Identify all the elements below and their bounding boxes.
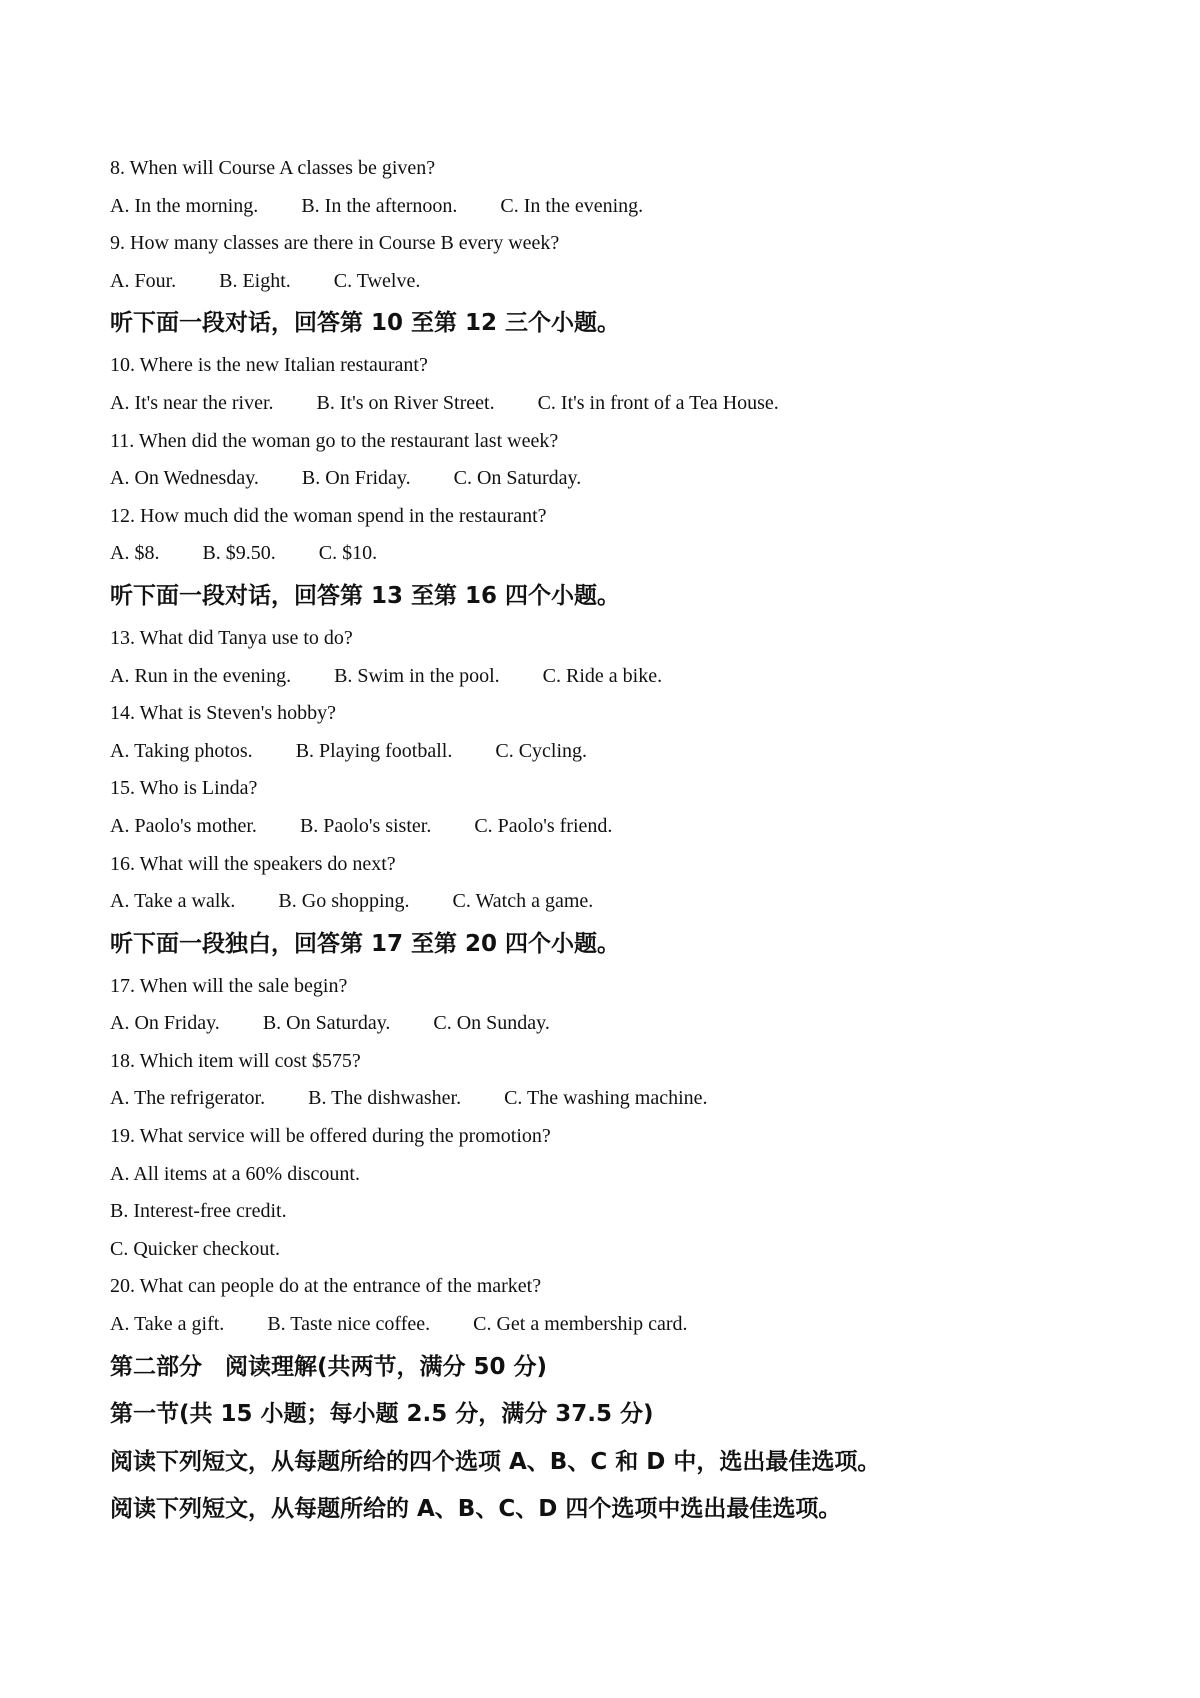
question-text: 15. Who is Linda? xyxy=(110,777,258,800)
question-text: 17. When will the sale begin? xyxy=(110,974,348,997)
question-text: 19. What service will be offered during the promotion? xyxy=(110,1125,551,1148)
answer-option: A. $8. xyxy=(110,542,160,565)
answer-option: B. Eight. xyxy=(219,269,291,292)
section-heading: 第二部分 阅读理解(共两节，满分 50 分) xyxy=(110,1353,548,1380)
section-instruction: 听下面一段对话，回答第 10 至第 12 三个小题。 xyxy=(110,310,621,337)
answer-option: B. Playing football. xyxy=(295,739,453,762)
answer-option: A. Take a walk. xyxy=(110,890,236,913)
answer-option: A. In the morning. xyxy=(110,194,259,217)
answer-option: C. $10. xyxy=(318,542,378,565)
answer-option: B. Paolo's sister. xyxy=(299,814,432,837)
question-text: B. Interest-free credit. xyxy=(110,1200,287,1223)
question-text: 13. What did Tanya use to do? xyxy=(110,626,353,649)
answer-options xyxy=(110,1306,1110,1344)
question-text: 9. How many classes are there in Course B every week? xyxy=(110,232,560,255)
answer-option: C. Watch a game. xyxy=(452,890,594,913)
answer-option: B. Swim in the pool. xyxy=(334,664,500,687)
question-text: C. Quicker checkout. xyxy=(110,1237,280,1260)
section-instruction: 听下面一段对话，回答第 13 至第 16 四个小题。 xyxy=(110,582,621,609)
answer-options xyxy=(110,263,1110,301)
answer-option: B. $9.50. xyxy=(202,542,276,565)
answer-option: B. The dishwasher. xyxy=(308,1087,462,1110)
section-heading: 阅读下列短文，从每题所给的 A、B、C、D 四个选项中选出最佳选项。 xyxy=(110,1496,842,1523)
answer-option: C. On Sunday. xyxy=(433,1012,550,1035)
question-text: 16. What will the speakers do next? xyxy=(110,852,396,875)
answer-options xyxy=(110,460,1110,498)
section-heading: 第一节(共 15 小题；每小题 2.5 分，满分 37.5 分) xyxy=(110,1401,654,1428)
answer-option: C. The washing machine. xyxy=(504,1087,708,1110)
exam-page xyxy=(110,150,1110,1534)
question-text: 11. When did the woman go to the restaurant last week? xyxy=(110,429,559,452)
question-text: 20. What can people do at the entrance of the market? xyxy=(110,1275,542,1298)
answer-option: B. It's on River Street. xyxy=(316,391,495,414)
answer-options xyxy=(110,733,1110,771)
answer-option: A. Run in the evening. xyxy=(110,664,292,687)
answer-option: C. Paolo's friend. xyxy=(474,814,613,837)
answer-option: C. Ride a bike. xyxy=(542,664,663,687)
question-text: 10. Where is the new Italian restaurant? xyxy=(110,354,428,377)
answer-option: B. On Friday. xyxy=(301,467,411,490)
answer-option: A. On Friday. xyxy=(110,1012,220,1035)
answer-option: A. It's near the river. xyxy=(110,391,274,414)
answer-option: A. On Wednesday. xyxy=(110,467,259,490)
answer-option: C. It's in front of a Tea House. xyxy=(537,391,779,414)
answer-option: B. On Saturday. xyxy=(262,1012,391,1035)
answer-option: C. On Saturday. xyxy=(453,467,582,490)
answer-option: A. Taking photos. xyxy=(110,739,253,762)
answer-option: A. The refrigerator. xyxy=(110,1087,266,1110)
answer-option: A. Four. xyxy=(110,269,177,292)
answer-options xyxy=(110,188,1110,226)
answer-options xyxy=(110,808,1110,846)
answer-options xyxy=(110,658,1110,696)
answer-options xyxy=(110,1080,1110,1118)
question-text: A. All items at a 60% discount. xyxy=(110,1162,360,1185)
question-text: 18. Which item will cost $575? xyxy=(110,1049,361,1072)
answer-option: C. Twelve. xyxy=(333,269,421,292)
answer-option: C. Get a membership card. xyxy=(473,1313,688,1336)
answer-option: A. Paolo's mother. xyxy=(110,814,257,837)
answer-option: B. In the afternoon. xyxy=(301,194,458,217)
answer-options xyxy=(110,883,1110,921)
answer-option: C. In the evening. xyxy=(500,194,644,217)
question-text: 12. How much did the woman spend in the restaurant? xyxy=(110,504,547,527)
answer-option: C. Cycling. xyxy=(495,739,588,762)
answer-options xyxy=(110,535,1110,573)
answer-options xyxy=(110,1005,1110,1043)
answer-option: B. Go shopping. xyxy=(278,890,410,913)
answer-options xyxy=(110,385,1110,423)
section-instruction: 听下面一段独白，回答第 17 至第 20 四个小题。 xyxy=(110,930,621,957)
section-heading: 阅读下列短文，从每题所给的四个选项 A、B、C 和 D 中，选出最佳选项。 xyxy=(110,1448,881,1475)
answer-option: B. Taste nice coffee. xyxy=(267,1313,431,1336)
answer-option: A. Take a gift. xyxy=(110,1313,225,1336)
question-text: 8. When will Course A classes be given? xyxy=(110,157,436,179)
question-text: 14. What is Steven's hobby? xyxy=(110,702,336,725)
